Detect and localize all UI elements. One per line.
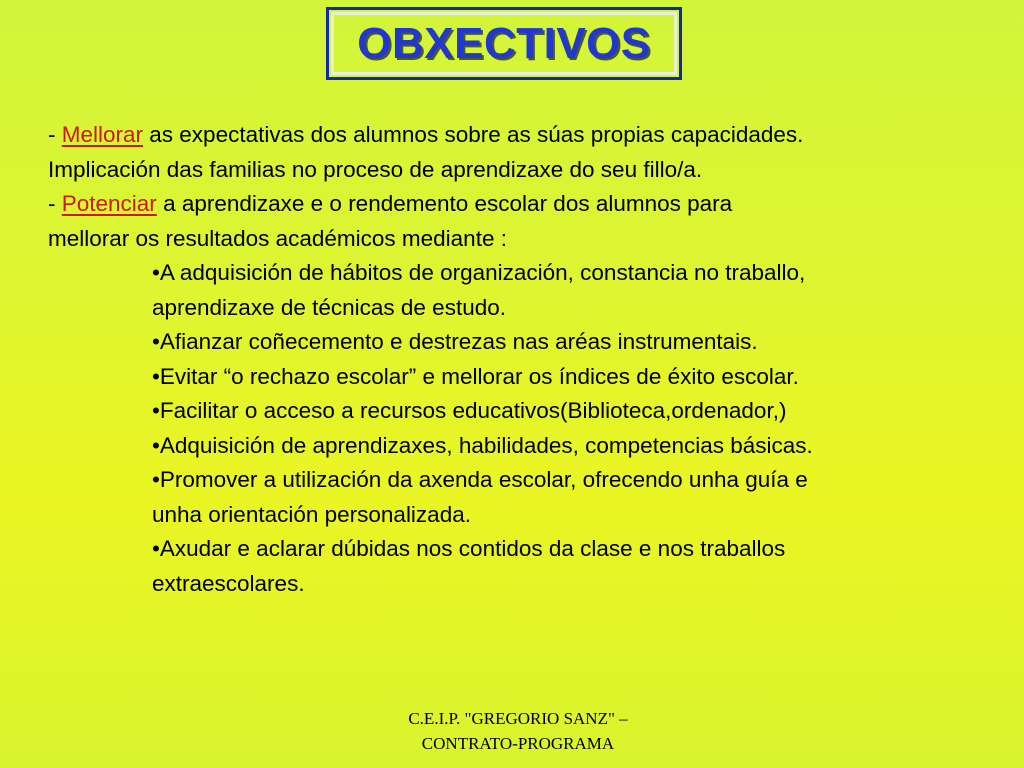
bullet-item: •Axudar e aclarar dúbidas nos contidos da clase e nos traballos extraescolares. (152, 536, 786, 596)
footer-line-1: C.E.I.P. "GREGORIO SANZ" – (408, 709, 628, 728)
slide-title: OBXECTIVOS (357, 18, 651, 68)
dash-prefix: - (48, 191, 62, 216)
slide-body (48, 118, 1018, 601)
footer-line-2: CONTRATO-PROGRAMA (421, 734, 615, 753)
keyword-potenciar: Potenciar (61, 191, 157, 216)
bullet-item: •Afianzar coñecemento e destrezas nas aréas instrumentais. (152, 329, 758, 354)
objective-paragraph-2 (48, 187, 1018, 256)
paragraph-2-line-2: mellorar os resultados académicos mediante : (48, 225, 507, 251)
paragraph-1-line-2: Implicación das familias no proceso de aprendizaxe do seu fillo/a. (48, 156, 703, 182)
slide-footer (360, 706, 676, 756)
objectives-bullet-list (48, 256, 1018, 601)
objective-paragraph-1 (48, 118, 1018, 187)
bullet-item: •Evitar “o rechazo escolar” e mellorar os índices de éxito escolar. (152, 363, 799, 389)
paragraph-1-line-1: as expectativas dos alumnos sobre as súas propias capacidades. (143, 122, 804, 147)
keyword-mellorar: Mellorar (61, 122, 144, 147)
title-box (326, 7, 682, 80)
bullet-item: •Adquisición de aprendizaxes, habilidades, competencias básicas. (152, 432, 813, 458)
bullet-item: •A adquisición de hábitos de organización, constancia no traballo, aprendizaxe de técnicas de estudo. (152, 260, 806, 320)
dash-prefix: - (48, 122, 62, 147)
bullet-item: •Promover a utilización da axenda escolar, ofrecendo unha guía e unha orientación personalizada. (152, 467, 808, 527)
bullet-item: •Facilitar o acceso a recursos educativos(Biblioteca,ordenador,) (152, 398, 787, 423)
paragraph-2-line-1: a aprendizaxe e o rendemento escolar dos alumnos para (156, 191, 733, 216)
